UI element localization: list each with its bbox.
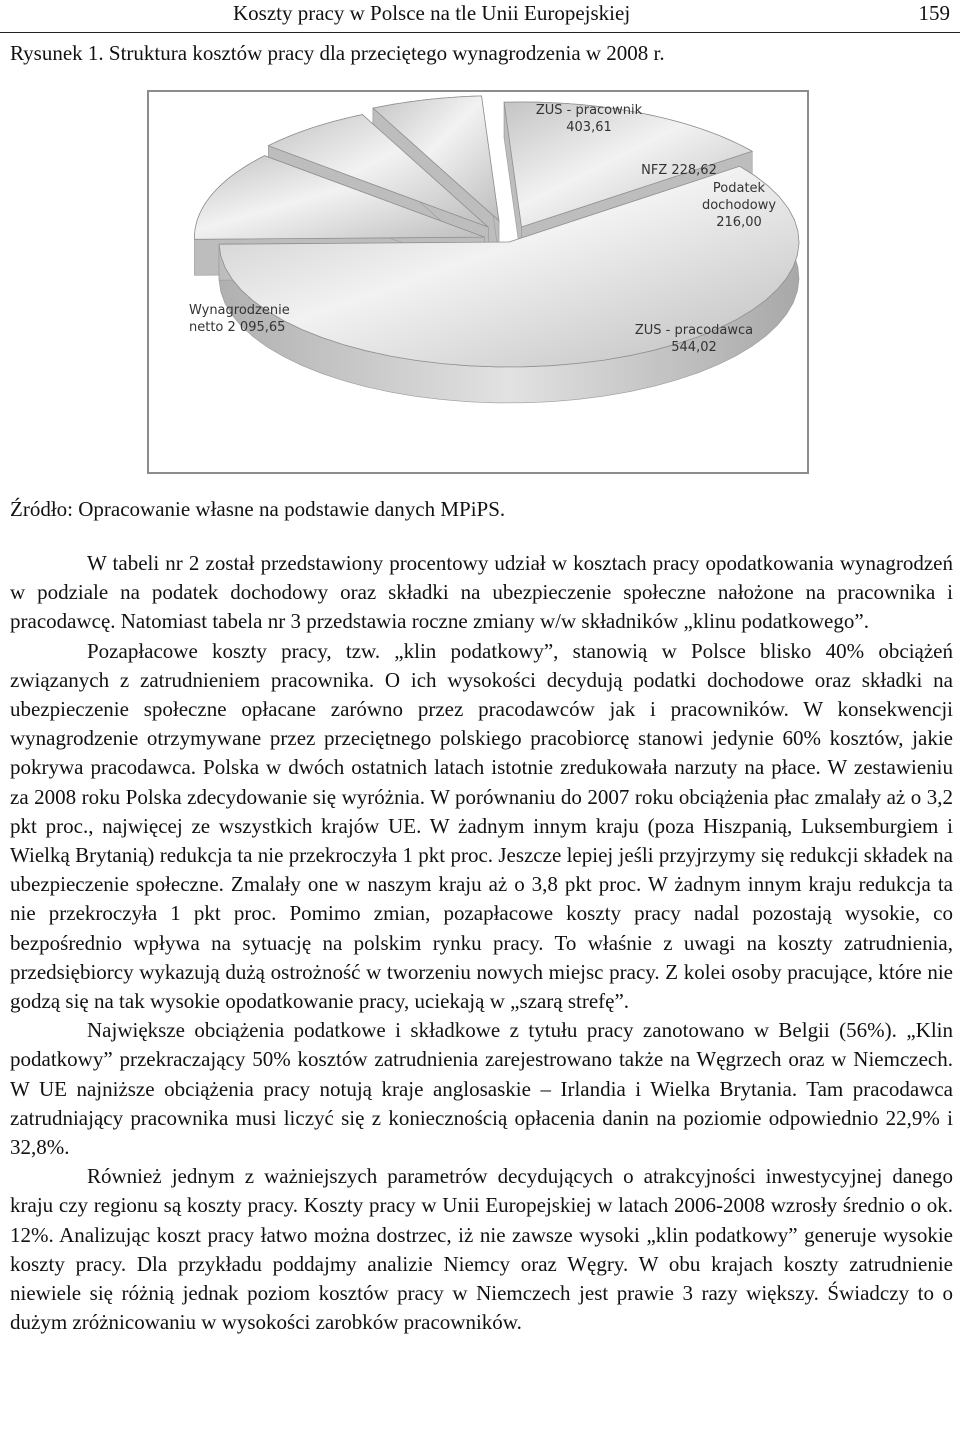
page-header [0,0,960,33]
paragraph-3: Największe obciążenia podatkowe i składkowe z tytułu pracy zanotowano w Belgii (56%). „Klin podatkowy” przekraczający 50% kosztów zatrudnienia zarejestrowano także na Węgrzech oraz w Niemczech. W UE najniższe obciążenia pracy notują kraje anglosaskie – Irlandia i Wielka Brytania. Tam pracodawca zatrudniający pracownika musi liczyć się z koniecznością opłacenia danin na poziomie odpowiednio 22,9% i 32,8%. [10,1018,953,1160]
figure-source: Źródło: Opracowanie własne na podstawie danych MPiPS. [10,497,506,521]
body-text [10,549,953,1337]
paragraph-1: W tabeli nr 2 został przedstawiony procentowy udział w kosztach pracy opodatkowania wynagrodzeń w podziale na podatek dochodowy oraz składki na ubezpieczenie społeczne nałożone na pracownika i pracodawcę. Natomiast tabela nr 3 przedstawia roczne zmiany w/w składników „klinu podatkowego”. [10,551,953,634]
slice-label-1: Wynagrodzenie netto 2 095,65 [189,303,290,335]
slice-label-4: Podatek dochodowy 216,00 [701,181,777,230]
pie-chart-frame [147,90,809,474]
paragraph-4: Również jednym z ważniejszych parametrów decydujących o atrakcyjności inwestycyjnej danego kraju czy regionu są koszty pracy. Koszty pracy w Unii Europejskiej w latach 2006-2008 wzrosły średnio o ok. 12%. Analizując koszt pracy łatwo można dostrzec, iż nie zawsze wysoki „klin podatkowy” generuje wysokie koszty pracy. Dla przykładu poddajmy analizie Niemcy oraz Węgry. W obu krajach koszty zatrudnienie niewiele się różnią jednak poziom kosztów pracy w Niemczech jest prawie 3 razy większy. Świadczy to o dużym zróżnicowaniu w wysokości zarobków pracowników. [10,1164,953,1335]
figure-caption: Rysunek 1. Struktura kosztów pracy dla przeciętego wynagrodzenia w 2008 r. [10,41,665,65]
pie-chart [149,92,807,472]
slice-label-3: NFZ 228,62 [641,163,717,178]
paragraph-2: Pozapłacowe koszty pracy, tzw. „klin podatkowy”, stanowią w Polsce blisko 40% obciążeń związanych z zatrudnieniem pracownika. O ich wysokości decydują podatki dochodowe oraz składki na ubezpieczenie społeczne opłacane zarówno przez pracodawców jak i pracowników. W konsekwencji wynagrodzenie otrzymywane przez przeciętnego polskiego pracobiorcę stanowi jedynie 60% kosztów, jakie pokrywa pracodawca. Polska w dwóch ostatnich latach istotnie zredukowała narzuty na płace. W zestawieniu za 2008 roku Polska zdecydowanie się wyróżnia. W porównaniu do 2007 roku obciążenia płac zmalały aż o 3,2 pkt proc., najwięcej ze wszystkich krajów UE. W żadnym innym kraju (poza Hiszpanią, Luksemburgiem i Wielką Brytanią) redukcja ta nie przekroczyła 1 pkt proc. Jeszcze lepiej jeśli przyjrzymy się redukcji składek na ubezpieczenie społeczne. Zmalały one w naszym kraju aż o 3,8 pkt proc. W żadnym innym kraju redukcja ta nie przekroczyła 1 pkt proc. Pomimo zmian, pozapłacowe koszty pracy nadal pozostają wysokie, co bezpośrednio wpływa na sytuację na polskim rynku pracy. To właśnie z uwagi na koszty zatrudnienia, przedsiębiorcy wykazują dużą ostrożność w tworzeniu nowych miejsc pracy. Z kolei osoby pracujące, które nie godzą się na tak wysokie opodatkowanie pracy, uciekają w „szarą strefę”. [10,638,953,1014]
page-number: 159 [918,1,950,25]
slice-label-5: ZUS - pracodawca 544,02 [634,323,754,355]
slice-label-2: ZUS - pracownik 403,61 [535,103,643,135]
running-title: Koszty pracy w Polsce na tle Unii Europejskiej [233,1,631,25]
